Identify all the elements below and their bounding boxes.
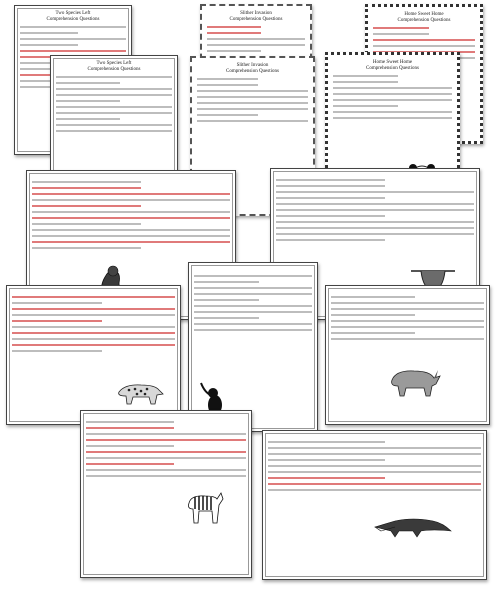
crocodile-icon bbox=[373, 509, 453, 541]
subtitle-line: Comprehension Questions bbox=[397, 18, 451, 23]
worksheet-jaguar bbox=[6, 285, 181, 425]
subtitle-line: Comprehension Questions bbox=[366, 66, 419, 71]
jaguar-icon bbox=[115, 378, 165, 406]
subtitle-line: Comprehension Questions bbox=[46, 17, 100, 22]
title-line: Slither Invasion bbox=[240, 11, 272, 16]
rhino-icon bbox=[386, 364, 442, 400]
worksheet-title bbox=[202, 11, 310, 23]
question-lines bbox=[268, 441, 481, 571]
subtitle-line: Comprehension Questions bbox=[87, 67, 141, 72]
title-line: Two Species Left bbox=[55, 11, 91, 16]
worksheet-zebra bbox=[80, 410, 252, 578]
title-line: Home Sweet Home bbox=[404, 12, 444, 17]
worksheet-rhino bbox=[325, 285, 490, 425]
subtitle-line: Comprehension Questions bbox=[226, 69, 279, 74]
worksheet-crocodile bbox=[262, 430, 487, 580]
title-line: Slither Invasion bbox=[236, 63, 269, 68]
subtitle-line: Comprehension Questions bbox=[229, 17, 283, 22]
zebra-icon bbox=[185, 489, 225, 529]
worksheet-title bbox=[15, 11, 131, 23]
title-line: Two Species Left bbox=[96, 61, 132, 66]
worksheet-title bbox=[368, 12, 480, 24]
worksheet-title bbox=[51, 61, 177, 73]
title-line: Home Sweet Home bbox=[372, 60, 413, 65]
worksheet-monkey bbox=[188, 262, 318, 432]
worksheet-title bbox=[192, 63, 313, 75]
worksheet-title bbox=[328, 60, 457, 72]
